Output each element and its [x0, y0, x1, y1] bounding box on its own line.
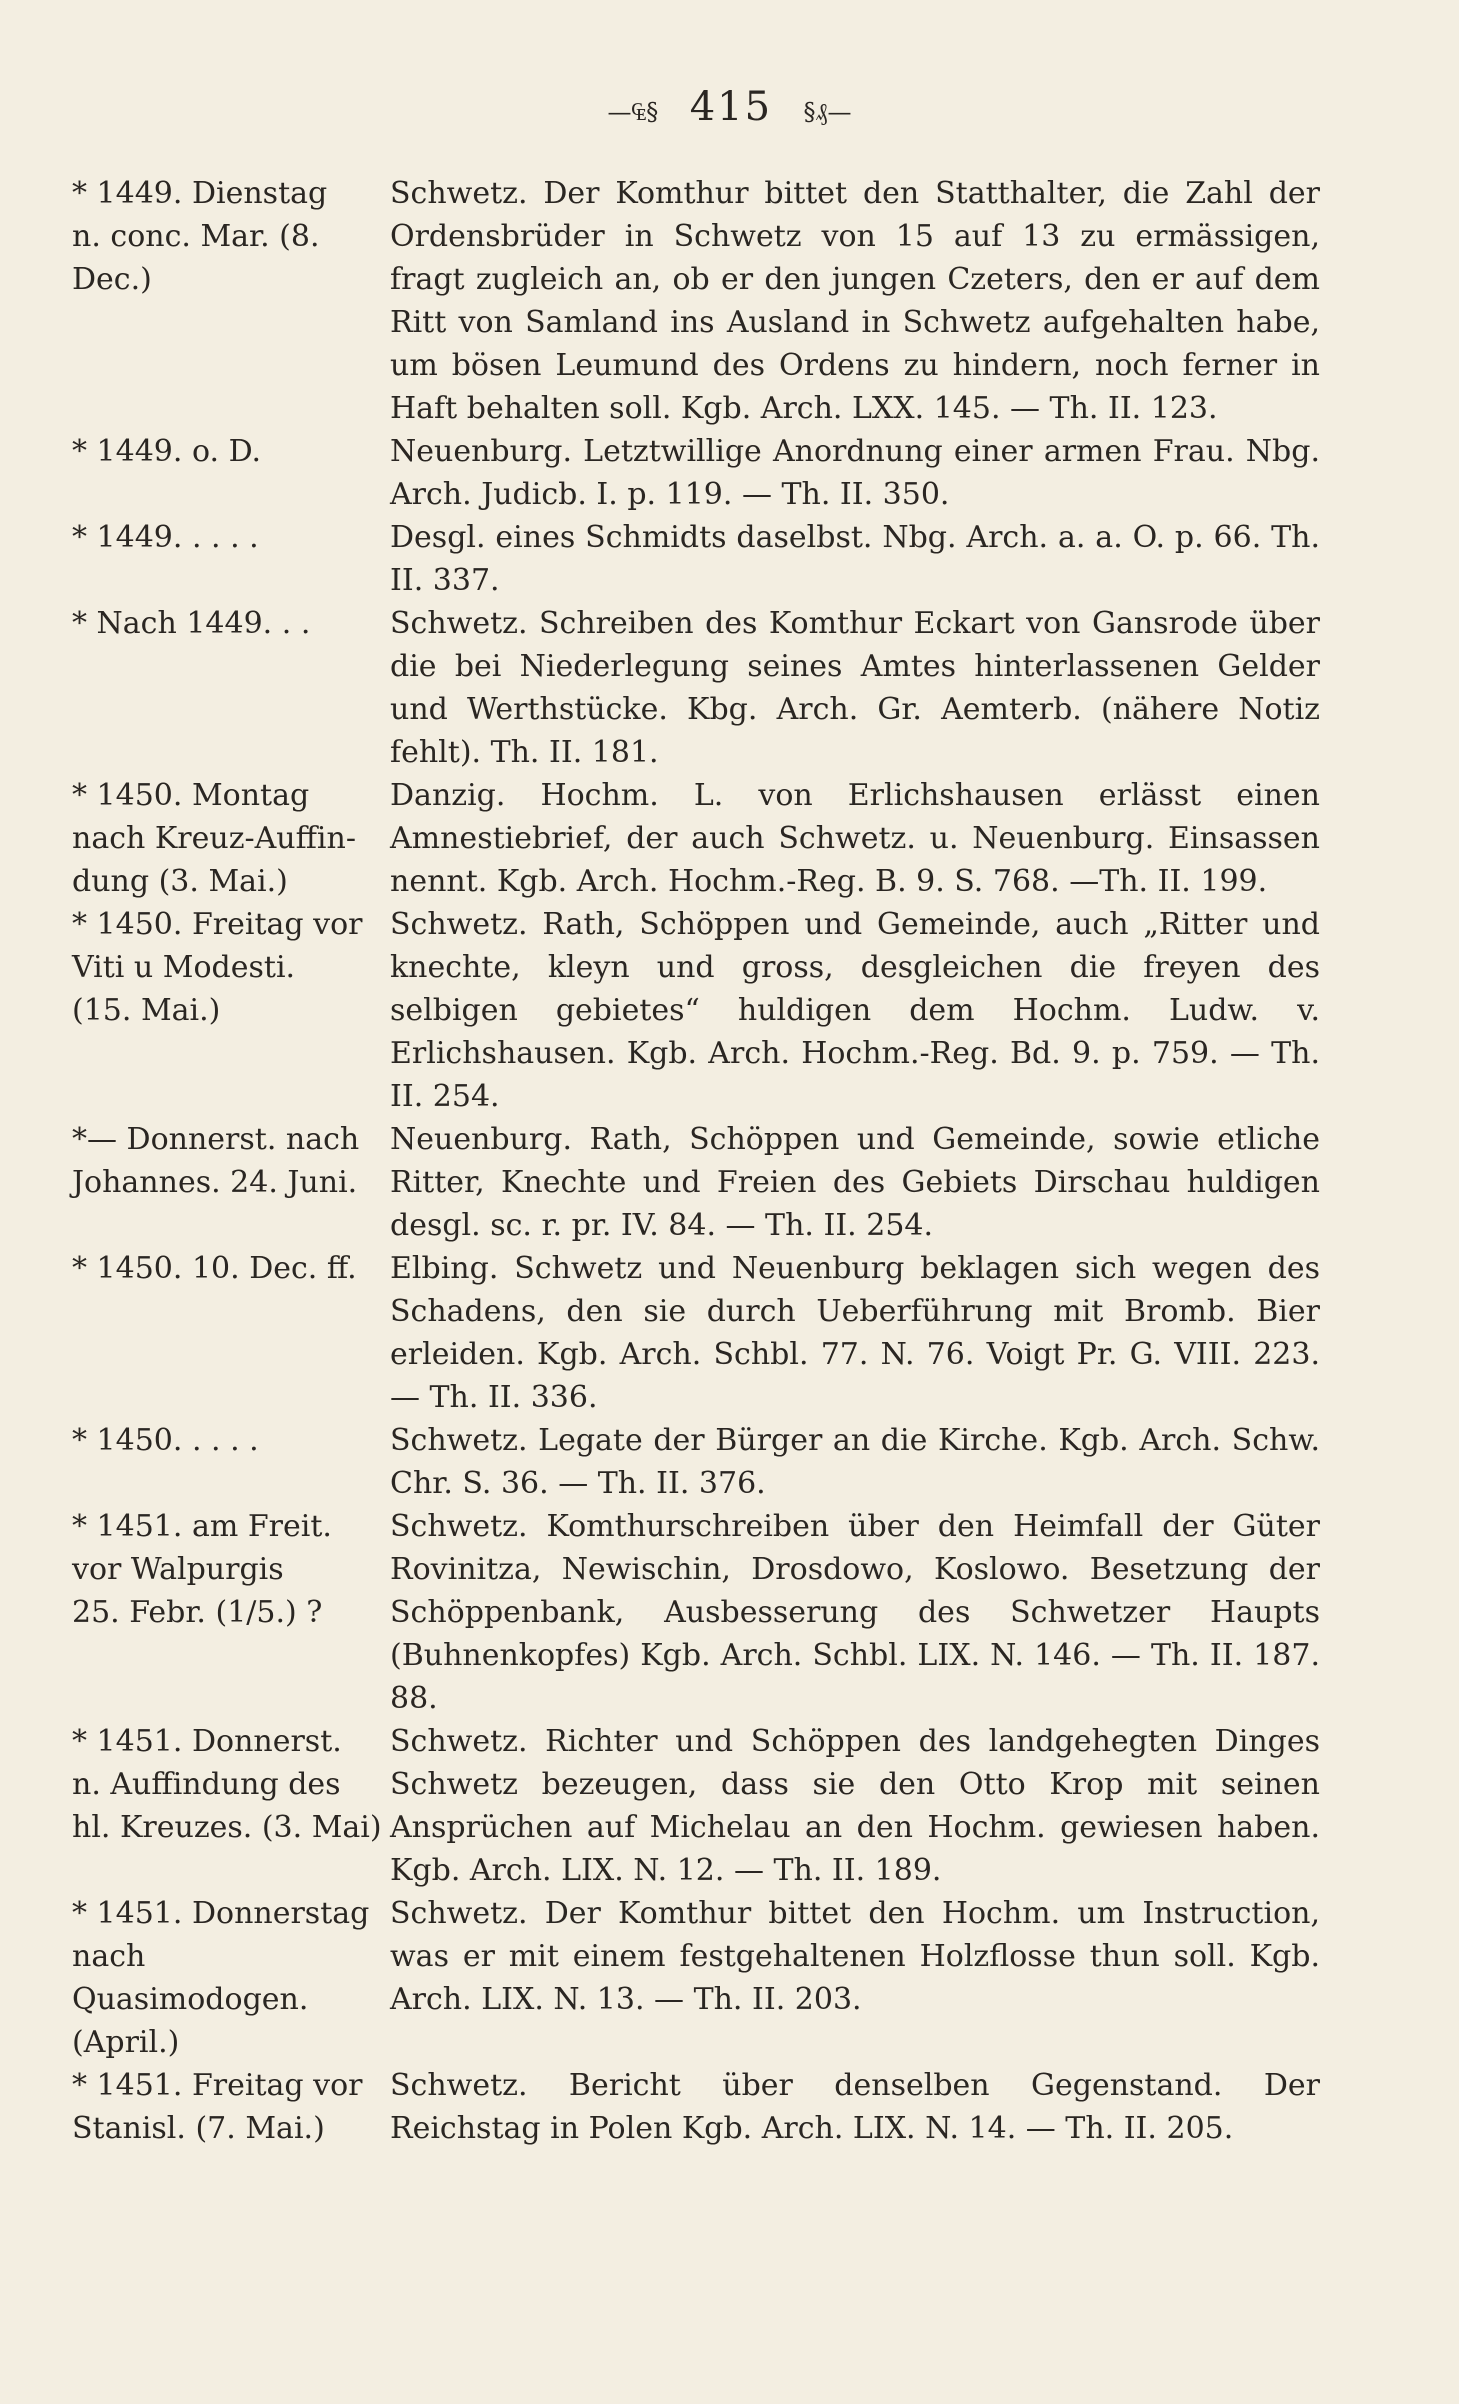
- entry-list: [72, 172, 1320, 2150]
- entry-date-line: hl. Kreuzes. (3. Mai): [72, 1810, 382, 1845]
- entry-date-line: * 1449. Dienstag: [72, 176, 328, 211]
- entry-text: Danzig. Hochm. L. von Erlichshausen erlässt einen Amnestiebrief, der auch Schwetz. u. Neuenburg. Einsassen nennt. Kgb. Arch. Hochm.-Reg. B. 9. S. 768. —Th. II. 199.: [390, 778, 1320, 899]
- entry-date-line: nach Kreuz-Auffin-: [72, 821, 356, 856]
- list-item: [72, 172, 1320, 430]
- entry-date: [72, 1118, 390, 1247]
- page-header: [0, 84, 1459, 130]
- entry-date: [72, 903, 390, 1118]
- entry-date-line: * 1449. o. D.: [72, 434, 262, 469]
- entry-date-line: * Nach 1449. . .: [72, 606, 311, 641]
- entry-date-line: vor Walpurgis: [72, 1552, 284, 1587]
- entry-date-line: n. conc. Mar. (8. Dec.): [72, 219, 320, 297]
- list-item: [72, 1892, 1320, 2064]
- page-number: 415: [689, 84, 773, 130]
- entry-date-line: * 1450. . . . .: [72, 1423, 259, 1458]
- entry-date-line: * 1451. Freitag vor: [72, 2068, 363, 2103]
- entry-date: [72, 1505, 390, 1720]
- list-item: [72, 1419, 1320, 1505]
- entry-date-line: nach Quasimodogen.: [72, 1939, 309, 2017]
- list-item: [72, 1505, 1320, 1720]
- list-item: [72, 602, 1320, 774]
- entry-text: Schwetz. Richter und Schöppen des landgehegten Dinges Schwetz bezeugen, dass sie den Otto Krop mit seinen Ansprüchen auf Michelau an den Hochm. gewiesen haben. Kgb. Arch. LIX. N. 12. — Th. II. 189.: [390, 1724, 1320, 1888]
- entry-date: [72, 1247, 390, 1419]
- entry-date-line: Stanisl. (7. Mai.): [72, 2111, 325, 2146]
- list-item: [72, 2064, 1320, 2150]
- list-item: [72, 1720, 1320, 1892]
- entry-text: Neuenburg. Rath, Schöppen und Gemeinde, sowie etliche Ritter, Knechte und Freien des Gebiets Dirschau huldigen desgl. sc. r. pr. IV. 84. — Th. II. 254.: [390, 1122, 1320, 1243]
- entry-date: [72, 516, 390, 602]
- entry-text: Schwetz. Bericht über denselben Gegenstand. Der Reichstag in Polen Kgb. Arch. LIX. N. 14. — Th. II. 205.: [390, 2068, 1320, 2146]
- list-item: [72, 430, 1320, 516]
- entry-text: Schwetz. Legate der Bürger an die Kirche. Kgb. Arch. Schw. Chr. S. 36. — Th. II. 376.: [390, 1423, 1320, 1501]
- entry-date: [72, 774, 390, 903]
- entry-date: [72, 602, 390, 774]
- list-item: [72, 1118, 1320, 1247]
- entry-date-line: * 1450. Freitag vor: [72, 907, 363, 942]
- entry-text: Schwetz. Der Komthur bittet den Hochm. um Instruction, was er mit einem festgehaltenen Holzflosse thun soll. Kgb. Arch. LIX. N. 13. — Th. II. 203.: [390, 1896, 1320, 2017]
- list-item: [72, 774, 1320, 903]
- header-ornament-right: §₰—: [803, 98, 852, 126]
- entry-text: Neuenburg. Letztwillige Anordnung einer armen Frau. Nbg. Arch. Judicb. I. p. 119. — Th. II. 350.: [390, 434, 1320, 512]
- entry-date: [72, 1419, 390, 1505]
- entry-date-line: * 1451. Donnerstag: [72, 1896, 370, 1931]
- entry-date-line: * 1450. 10. Dec. ff.: [72, 1251, 357, 1286]
- entry-date-line: * 1451. am Freit.: [72, 1509, 332, 1544]
- entry-text: Schwetz. Schreiben des Komthur Eckart von Gansrode über die bei Niederlegung seines Amtes hinterlassenen Gelder und Werthstücke. Kbg. Arch. Gr. Aemterb. (nähere Notiz fehlt). Th. II. 181.: [390, 606, 1320, 770]
- entry-date: [72, 1720, 390, 1892]
- entry-date-line: * 1451. Donnerst.: [72, 1724, 342, 1759]
- entry-date-line: * 1450. Montag: [72, 778, 310, 813]
- entry-date: [72, 2064, 390, 2150]
- entry-date-line: Viti u Modesti.: [72, 950, 296, 985]
- list-item: [72, 903, 1320, 1118]
- entry-date-line: * 1449. . . . .: [72, 520, 259, 555]
- entry-date-line: n. Auffindung des: [72, 1767, 341, 1802]
- list-item: [72, 516, 1320, 602]
- entry-date-line: dung (3. Mai.): [72, 864, 288, 899]
- entry-date: [72, 1892, 390, 2064]
- entry-date: [72, 172, 390, 430]
- entry-text: Schwetz. Rath, Schöppen und Gemeinde, auch „Ritter und knechte, kleyn und gross, desgleichen die freyen des selbigen gebietes“ huldigen dem Hochm. Ludw. v. Erlichshausen. Kgb. Arch. Hochm.-Reg. Bd. 9. p. 759. — Th. II. 254.: [390, 907, 1320, 1114]
- entry-text: Desgl. eines Schmidts daselbst. Nbg. Arch. a. a. O. p. 66. Th. II. 337.: [390, 520, 1320, 598]
- entry-date-line: 25. Febr. (1/5.) ?: [72, 1595, 323, 1630]
- header-ornament-left: —₠§: [607, 98, 659, 126]
- entry-text: Elbing. Schwetz und Neuenburg beklagen sich wegen des Schadens, den sie durch Ueberführung mit Bromb. Bier erleiden. Kgb. Arch. Schbl. 77. N. 76. Voigt Pr. G. VIII. 223. — Th. II. 336.: [390, 1251, 1320, 1415]
- entry-text: Schwetz. Der Komthur bittet den Statthalter, die Zahl der Ordensbrüder in Schwetz von 15 auf 13 zu ermässigen, fragt zugleich an, ob er den jungen Czeters, den er auf dem Ritt von Samland ins Ausland in Schwetz aufgehalten habe, um bösen Leumund des Ordens zu hindern, noch ferner in Haft behalten soll. Kgb. Arch. LXX. 145. — Th. II. 123.: [390, 176, 1320, 426]
- entry-date-line: *— Donnerst. nach: [72, 1122, 360, 1157]
- entry-date: [72, 430, 390, 516]
- entry-date-line: (April.): [72, 2025, 180, 2060]
- entry-text: Schwetz. Komthurschreiben über den Heimfall der Güter Rovinitza, Newischin, Drosdowo, Koslowo. Besetzung der Schöppenbank, Ausbesserung des Schwetzer Haupts (Buhnenkopfes) Kgb. Arch. Schbl. LIX. N. 146. — Th. II. 187. 88.: [390, 1509, 1320, 1716]
- entry-date-line: Johannes. 24. Juni.: [72, 1165, 358, 1200]
- entry-date-line: (15. Mai.): [72, 993, 221, 1028]
- list-item: [72, 1247, 1320, 1419]
